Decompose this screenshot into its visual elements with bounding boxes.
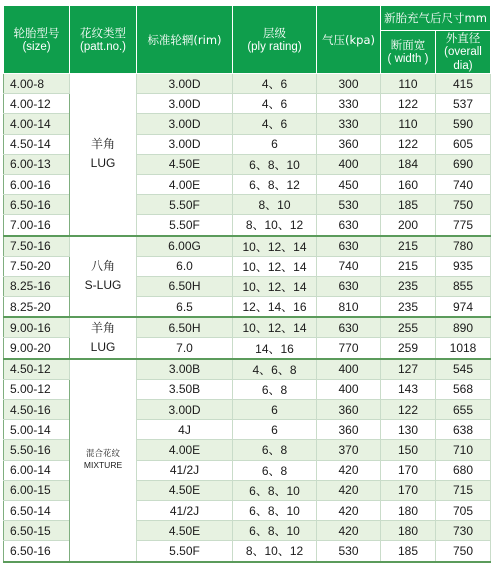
cell-ply: 6、8、10 [233, 500, 317, 520]
cell-diameter: 890 [436, 317, 491, 338]
cell-width: 215 [381, 236, 436, 257]
cell-width: 180 [381, 500, 436, 520]
cell-diameter: 710 [436, 440, 491, 460]
cell-width: 255 [381, 317, 436, 338]
cell-size: 7.50-20 [4, 256, 70, 276]
cell-diameter: 655 [436, 400, 491, 420]
cell-pressure: 450 [317, 174, 381, 194]
cell-ply: 4、6 [233, 74, 317, 94]
cell-pressure: 420 [317, 521, 381, 541]
cell-diameter: 680 [436, 460, 491, 480]
cell-ply: 6、8、12 [233, 174, 317, 194]
cell-ply: 10、12、14 [233, 276, 317, 296]
cell-size: 4.00-14 [4, 114, 70, 134]
cell-ply: 6 [233, 400, 317, 420]
cell-rim: 41/2J [137, 500, 233, 520]
table-header [4, 6, 491, 74]
cell-rim: 4.50E [137, 154, 233, 174]
pattern-zh: 羊角 [90, 320, 115, 335]
cell-pressure: 740 [317, 256, 381, 276]
cell-pattern [70, 317, 137, 358]
cell-width: 235 [381, 276, 436, 296]
cell-rim: 3.00D [137, 114, 233, 134]
cell-width: 259 [381, 338, 436, 359]
pattern-en: LUG [90, 156, 116, 171]
cell-pressure: 420 [317, 500, 381, 520]
cell-ply: 4、6 [233, 114, 317, 134]
cell-ply: 10、12、14 [233, 236, 317, 257]
cell-pressure: 630 [317, 236, 381, 257]
cell-width: 170 [381, 460, 436, 480]
cell-diameter: 638 [436, 420, 491, 440]
cell-rim: 6.5 [137, 297, 233, 318]
cell-width: 110 [381, 114, 436, 134]
cell-pressure: 420 [317, 480, 381, 500]
cell-rim: 5.50F [137, 541, 233, 562]
header-pressure-zh: 气压(kpa) [322, 32, 375, 47]
header-diameter [436, 31, 491, 74]
cell-width: 122 [381, 400, 436, 420]
cell-size: 6.50-16 [4, 541, 70, 562]
cell-ply: 4、6、8 [233, 359, 317, 380]
cell-ply: 4、6 [233, 94, 317, 114]
cell-width: 200 [381, 215, 436, 236]
cell-width: 180 [381, 521, 436, 541]
header-diameter-zh: 外直径 [445, 31, 481, 45]
cell-pressure: 360 [317, 420, 381, 440]
cell-ply: 8、10、12 [233, 215, 317, 236]
cell-pressure: 630 [317, 215, 381, 236]
cell-size: 7.50-16 [4, 236, 70, 257]
cell-diameter: 730 [436, 521, 491, 541]
cell-rim: 41/2J [137, 460, 233, 480]
header-rim [137, 6, 233, 74]
header-ply-en: (ply rating) [247, 40, 302, 53]
cell-width: 110 [381, 74, 436, 94]
cell-ply: 6、8 [233, 460, 317, 480]
cell-ply: 10、12、14 [233, 256, 317, 276]
cell-rim: 4.00E [137, 440, 233, 460]
pattern-en: MIXTURE [83, 460, 123, 471]
cell-rim: 3.00D [137, 74, 233, 94]
cell-pressure: 630 [317, 317, 381, 338]
cell-diameter: 750 [436, 541, 491, 562]
cell-diameter: 715 [436, 480, 491, 500]
cell-ply: 12、14、16 [233, 297, 317, 318]
cell-pressure: 400 [317, 379, 381, 399]
cell-size: 5.00-14 [4, 420, 70, 440]
cell-size: 6.00-14 [4, 460, 70, 480]
cell-pressure: 420 [317, 460, 381, 480]
cell-width: 185 [381, 541, 436, 562]
cell-rim: 6.50H [137, 276, 233, 296]
pattern-en: S-LUG [84, 278, 122, 293]
table-body [4, 74, 491, 562]
cell-width: 235 [381, 297, 436, 318]
cell-pattern [70, 359, 137, 562]
cell-ply: 6、8、10 [233, 154, 317, 174]
cell-ply: 14、16 [233, 338, 317, 359]
cell-diameter: 545 [436, 359, 491, 380]
header-size-zh: 轮胎型号 [13, 25, 60, 40]
cell-ply: 8、10 [233, 195, 317, 215]
cell-diameter: 690 [436, 154, 491, 174]
cell-width: 127 [381, 359, 436, 380]
header-pattern-zh: 花纹类型 [80, 25, 126, 40]
cell-width: 122 [381, 94, 436, 114]
cell-diameter: 590 [436, 114, 491, 134]
cell-diameter: 775 [436, 215, 491, 236]
cell-pressure: 630 [317, 276, 381, 296]
table-row [4, 236, 491, 257]
cell-size: 4.50-12 [4, 359, 70, 380]
cell-diameter: 605 [436, 134, 491, 154]
cell-pressure: 530 [317, 195, 381, 215]
cell-rim: 6.50H [137, 317, 233, 338]
cell-size: 6.50-15 [4, 521, 70, 541]
cell-diameter: 855 [436, 276, 491, 296]
header-dims [381, 6, 491, 31]
cell-diameter: 1018 [436, 338, 491, 359]
cell-pressure: 400 [317, 154, 381, 174]
cell-pressure: 530 [317, 541, 381, 562]
cell-diameter: 415 [436, 74, 491, 94]
cell-width: 130 [381, 420, 436, 440]
cell-pressure: 330 [317, 114, 381, 134]
cell-rim: 4.50E [137, 521, 233, 541]
cell-rim: 6.0 [137, 256, 233, 276]
cell-pressure: 770 [317, 338, 381, 359]
header-width [381, 31, 436, 74]
cell-pattern [70, 236, 137, 318]
cell-ply: 6 [233, 420, 317, 440]
cell-size: 4.50-16 [4, 400, 70, 420]
cell-width: 122 [381, 134, 436, 154]
cell-rim: 7.0 [137, 338, 233, 359]
header-ply [233, 6, 317, 74]
cell-rim: 4.50E [137, 480, 233, 500]
cell-ply: 6 [233, 134, 317, 154]
cell-ply: 6、8、10 [233, 480, 317, 500]
cell-pattern [70, 74, 137, 236]
cell-size: 6.00-13 [4, 154, 70, 174]
cell-size: 6.50-16 [4, 195, 70, 215]
cell-ply: 8、10、12 [233, 541, 317, 562]
cell-size: 4.00-8 [4, 74, 70, 94]
cell-width: 160 [381, 174, 436, 194]
cell-diameter: 537 [436, 94, 491, 114]
table-row [4, 317, 491, 338]
cell-width: 184 [381, 154, 436, 174]
header-width-zh: 断面宽 [390, 38, 426, 52]
cell-width: 170 [381, 480, 436, 500]
header-dims-zh: 新胎充气后尺寸mm [384, 11, 487, 25]
header-width-en: ( width ) [387, 53, 429, 65]
header-pattern [70, 6, 137, 74]
cell-size: 4.50-14 [4, 134, 70, 154]
cell-size: 9.00-16 [4, 317, 70, 338]
cell-rim: 3.00D [137, 134, 233, 154]
header-diameter-en: (overall dia) [444, 46, 482, 72]
cell-diameter: 740 [436, 174, 491, 194]
cell-pressure: 360 [317, 134, 381, 154]
cell-rim: 3.00B [137, 359, 233, 380]
cell-ply: 10、12、14 [233, 317, 317, 338]
cell-ply: 6、8 [233, 440, 317, 460]
pattern-zh: 混合花纹 [85, 449, 120, 460]
tire-spec-table [3, 5, 491, 563]
cell-diameter: 974 [436, 297, 491, 318]
header-pattern-en: (patt.no.) [79, 40, 127, 53]
cell-size: 5.00-12 [4, 379, 70, 399]
cell-size: 6.50-14 [4, 500, 70, 520]
cell-rim: 3.00D [137, 94, 233, 114]
cell-rim: 4.00E [137, 174, 233, 194]
cell-size: 9.00-20 [4, 338, 70, 359]
cell-width: 150 [381, 440, 436, 460]
cell-size: 8.25-16 [4, 276, 70, 296]
pattern-en: LUG [90, 339, 116, 354]
cell-rim: 3.50B [137, 379, 233, 399]
cell-width: 215 [381, 256, 436, 276]
cell-rim: 5.50F [137, 195, 233, 215]
cell-diameter: 568 [436, 379, 491, 399]
cell-pressure: 370 [317, 440, 381, 460]
pattern-zh: 羊角 [90, 137, 115, 152]
table-row [4, 359, 491, 380]
cell-pressure: 330 [317, 94, 381, 114]
cell-diameter: 750 [436, 195, 491, 215]
table-row [4, 74, 491, 94]
cell-diameter: 935 [436, 256, 491, 276]
cell-rim: 5.50F [137, 215, 233, 236]
cell-size: 6.00-15 [4, 480, 70, 500]
cell-ply: 6、8 [233, 379, 317, 399]
cell-ply: 6、8、10 [233, 521, 317, 541]
pattern-zh: 八角 [90, 259, 115, 274]
cell-pressure: 360 [317, 400, 381, 420]
header-rim-zh: 标准轮辋(rim) [147, 32, 222, 47]
cell-pressure: 300 [317, 74, 381, 94]
cell-size: 5.50-16 [4, 440, 70, 460]
cell-diameter: 705 [436, 500, 491, 520]
cell-rim: 4J [137, 420, 233, 440]
cell-width: 185 [381, 195, 436, 215]
header-size [4, 6, 70, 74]
cell-pressure: 400 [317, 359, 381, 380]
cell-size: 8.25-20 [4, 297, 70, 318]
cell-size: 6.00-16 [4, 174, 70, 194]
cell-diameter: 780 [436, 236, 491, 257]
cell-size: 7.00-16 [4, 215, 70, 236]
cell-rim: 3.00D [137, 400, 233, 420]
header-pressure [317, 6, 381, 74]
cell-rim: 6.00G [137, 236, 233, 257]
header-ply-zh: 层级 [263, 25, 286, 40]
header-size-en: (size) [22, 40, 51, 53]
cell-size: 4.00-12 [4, 94, 70, 114]
cell-pressure: 810 [317, 297, 381, 318]
cell-width: 143 [381, 379, 436, 399]
